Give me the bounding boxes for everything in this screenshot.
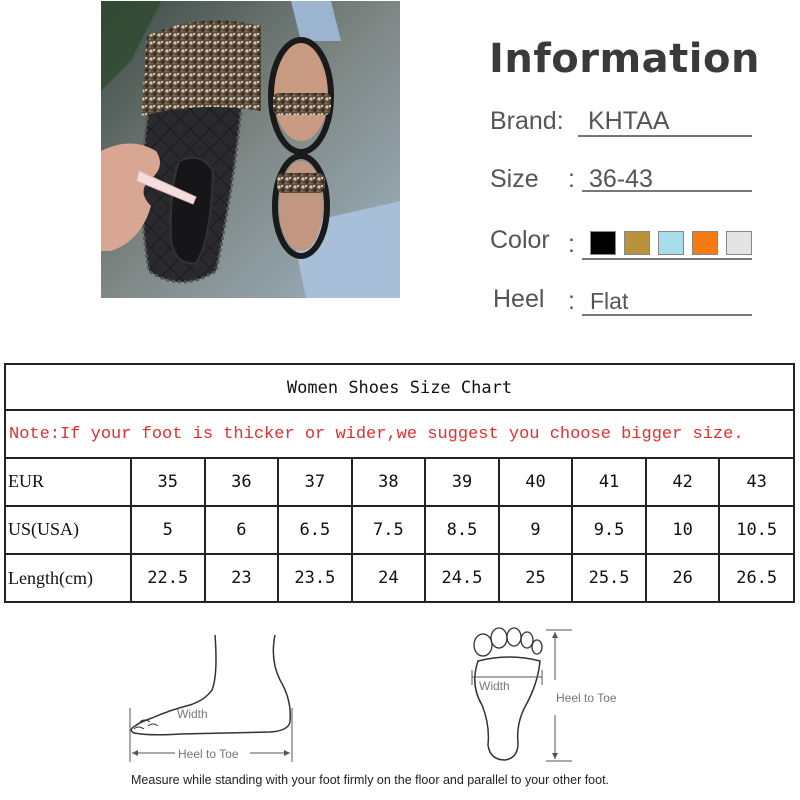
row-label: US(USA)	[6, 506, 131, 555]
color-swatch[interactable]	[658, 231, 684, 255]
color-swatch[interactable]	[726, 231, 752, 255]
table-cell: 10	[646, 506, 720, 555]
size-colon: :	[568, 165, 575, 193]
table-cell: 6.5	[278, 506, 352, 555]
table-cell: 37	[278, 459, 352, 506]
size-value: 36-43	[589, 165, 653, 193]
table-cell: 25.5	[572, 554, 646, 601]
brand-underline	[578, 135, 752, 137]
brand-label: Brand:	[490, 107, 564, 135]
side-foot-diagram	[120, 630, 310, 765]
table-cell: 23	[205, 554, 279, 601]
table-cell: 5	[131, 506, 205, 555]
size-underline	[582, 190, 752, 192]
top-width-label: Width	[479, 679, 510, 693]
heel-colon: :	[568, 287, 575, 315]
heel-row	[490, 285, 760, 319]
top-length-label: Heel to Toe	[556, 691, 617, 705]
table-row	[6, 554, 793, 601]
table-cell: 6	[205, 506, 279, 555]
color-swatch[interactable]	[692, 231, 718, 255]
size-chart-title: Women Shoes Size Chart	[6, 365, 793, 411]
size-label: Size	[490, 165, 539, 193]
table-cell: 35	[131, 459, 205, 506]
table-cell: 26.5	[719, 554, 793, 601]
table-cell: 9.5	[572, 506, 646, 555]
product-photo	[101, 1, 400, 298]
table-cell: 42	[646, 459, 720, 506]
table-cell: 36	[205, 459, 279, 506]
row-label: EUR	[6, 459, 131, 506]
color-row	[490, 226, 760, 260]
brand-row	[490, 107, 760, 141]
table-cell: 24.5	[425, 554, 499, 601]
size-chart	[4, 363, 795, 603]
top-foot-diagram	[460, 625, 650, 765]
table-cell: 7.5	[352, 506, 426, 555]
color-label: Color	[490, 226, 550, 254]
table-cell: 24	[352, 554, 426, 601]
table-cell: 23.5	[278, 554, 352, 601]
side-length-label: Heel to Toe	[178, 747, 239, 761]
heel-underline	[582, 314, 752, 316]
size-table	[6, 459, 793, 601]
table-cell: 8.5	[425, 506, 499, 555]
heel-label: Heel	[493, 285, 545, 313]
brand-value: KHTAA	[588, 107, 670, 135]
measure-caption: Measure while standing with your foot firmly on the floor and parallel to your other foot.	[131, 773, 610, 787]
table-cell: 43	[719, 459, 793, 506]
color-colon: :	[568, 230, 575, 258]
table-cell: 38	[352, 459, 426, 506]
color-underline	[582, 258, 752, 260]
table-cell: 22.5	[131, 554, 205, 601]
table-row	[6, 506, 793, 555]
row-label: Length(cm)	[6, 554, 131, 601]
color-swatch[interactable]	[590, 231, 616, 255]
info-title: Information	[489, 36, 760, 82]
table-cell: 41	[572, 459, 646, 506]
table-cell: 25	[499, 554, 573, 601]
heel-value: Flat	[590, 288, 629, 314]
table-row	[6, 459, 793, 506]
size-row	[490, 165, 760, 199]
table-cell: 39	[425, 459, 499, 506]
side-width-label: Width	[177, 707, 208, 721]
size-chart-note: Note:If your foot is thicker or wider,we suggest you choose bigger size.	[6, 411, 793, 459]
color-swatch[interactable]	[624, 231, 650, 255]
table-cell: 40	[499, 459, 573, 506]
table-cell: 10.5	[719, 506, 793, 555]
table-cell: 9	[499, 506, 573, 555]
table-cell: 26	[646, 554, 720, 601]
